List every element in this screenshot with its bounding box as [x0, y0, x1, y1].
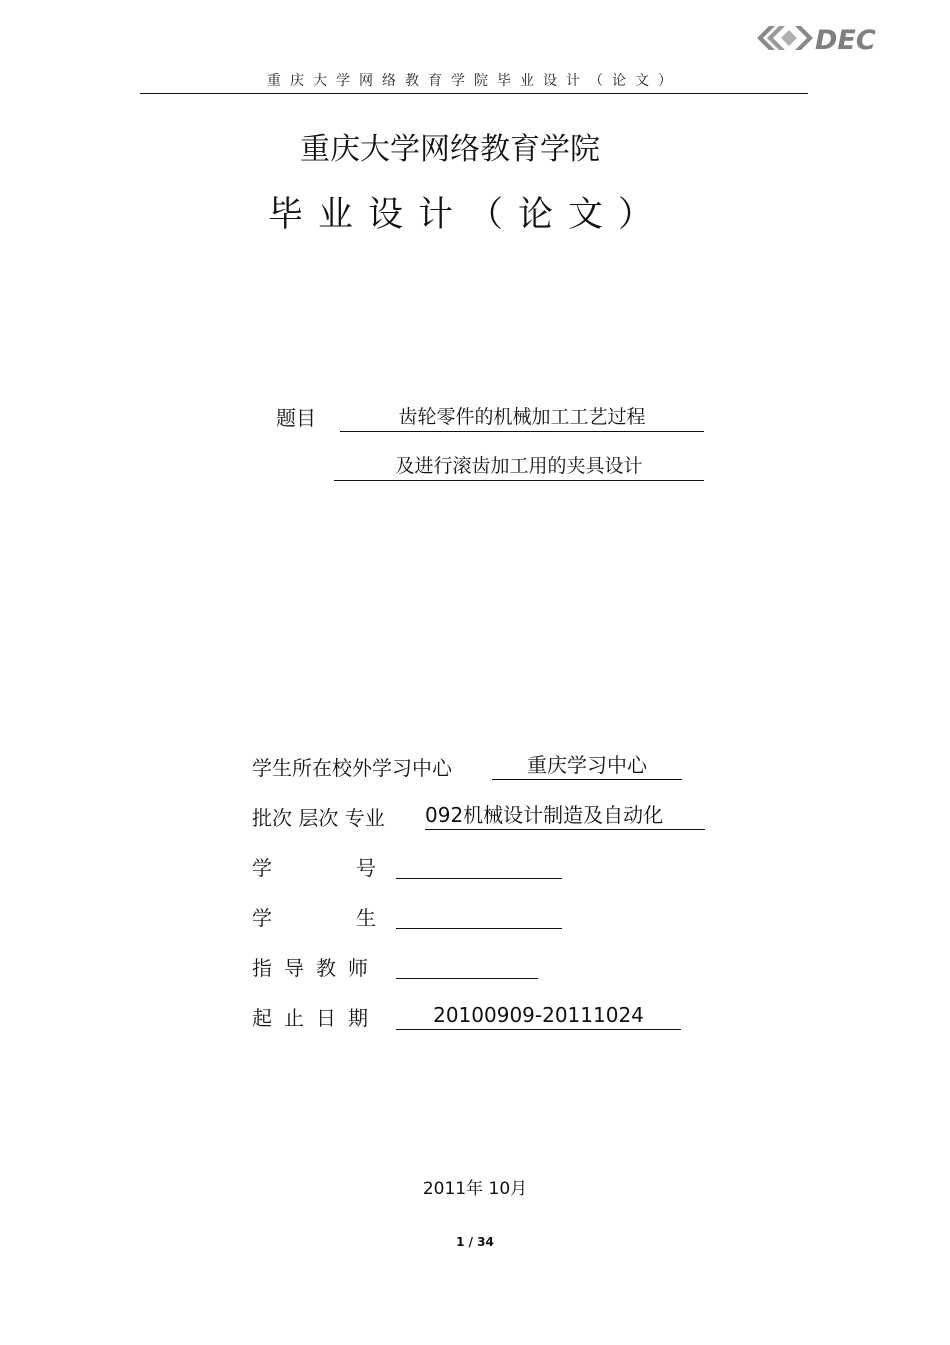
batch-level-major-label: 批次 层次 专业 — [252, 806, 385, 830]
logo-text: DEC — [815, 25, 876, 54]
student-name-label: 学生 — [252, 906, 460, 930]
dec-logo — [755, 22, 895, 54]
student-id-value — [396, 850, 562, 879]
study-center-label: 学生所在校外学习中心 — [252, 756, 452, 780]
dec-logo-icon — [755, 22, 895, 54]
document-type: 毕业设计（论文） — [268, 195, 669, 235]
study-center-value: 重庆学习中心 — [492, 751, 682, 780]
page-number: 1 / 34 — [456, 1235, 494, 1249]
major-value: 092机械设计制造及自动化 — [425, 801, 705, 830]
thesis-title-line-1: 齿轮零件的机械加工工艺过程 — [340, 403, 704, 432]
cover-date: 2011年 10月 — [422, 1179, 528, 1199]
student-name-value — [396, 900, 562, 929]
advisor-label: 指导教师 — [252, 956, 380, 980]
period-label: 起止日期 — [252, 1006, 380, 1030]
header-rule — [140, 93, 808, 94]
school-name: 重庆大学网络教育学院 — [300, 132, 600, 167]
running-header: 重庆大学网络教育学院毕业设计（论文） — [267, 73, 681, 89]
student-id-label: 学号 — [252, 856, 460, 880]
title-label: 题目 — [276, 406, 316, 430]
thesis-title-line-2: 及进行滚齿加工用的夹具设计 — [334, 452, 704, 481]
advisor-value — [396, 950, 538, 979]
period-value: 20100909-20111024 — [396, 1001, 681, 1030]
